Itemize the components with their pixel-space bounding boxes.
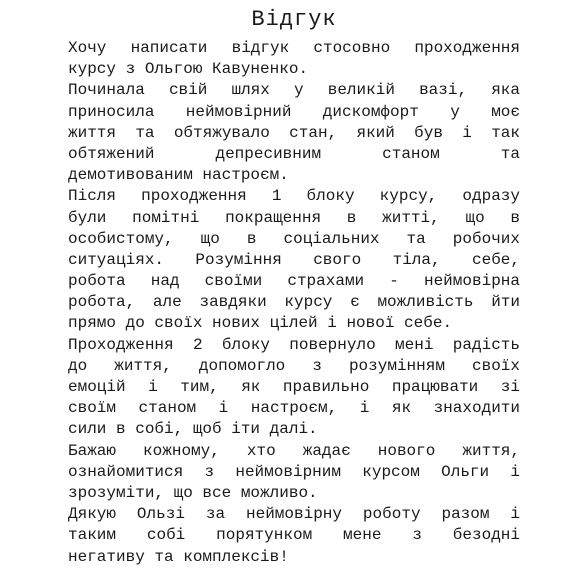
review-line: емоцій і тим, як правильно працювати зі — [68, 378, 520, 396]
review-line: робота над своїми страхами - неймовірна — [68, 272, 520, 291]
review-line: Хочу написати відгук стосовно проходження — [68, 39, 520, 57]
review-line: робота, але завдяки курсу є можливість йти — [68, 293, 520, 312]
review-line: особистому, що в соціальних та робочих — [68, 229, 520, 248]
review-line: своїм станом і настроєм, і як знаходити — [68, 399, 520, 418]
review-line: прямо до своїх нових цілей і нової себе. — [68, 314, 453, 333]
review-line: були помітні покращення в житті, що в — [68, 208, 520, 227]
review-line: обтяжений депресивним станом та — [68, 144, 520, 163]
review-line: зрозуміти, що все можливо. — [68, 483, 318, 502]
review-line: сили в собі, щоб іти далі. — [68, 420, 318, 439]
review-line: життя та обтяжувало стан, який був і так — [68, 123, 520, 142]
review-line: демотивованим настроєм. — [68, 166, 289, 185]
page-title: Відгук — [251, 7, 337, 32]
review-body — [68, 38, 520, 568]
review-line: ситуаціях. Розуміння свого тіла, себе, — [68, 250, 520, 269]
review-line: таким собі порятунком мене з безодні — [68, 526, 520, 545]
review-line: приносила неймовірний дискомфорт у моє — [68, 102, 520, 121]
review-line: Проходження 2 блоку повернуло мені радість — [68, 335, 520, 354]
review-line: Після проходження 1 блоку курсу, одразу — [68, 187, 520, 206]
review-line: курсу з Ольгою Кавуненко. — [68, 60, 309, 79]
review-line: Починала свій шлях у великій вазі, яка — [68, 81, 520, 100]
review-line: Дякую Ользі за неймовірну роботу разом і — [68, 505, 520, 524]
review-line: негативу та комплексів! — [68, 547, 289, 566]
review-line: Бажаю кожному, хто жадає нового життя, — [68, 441, 520, 460]
review-line: ознайомитися з неймовірним курсом Ольги і — [68, 462, 520, 481]
review-line: до життя, допомогло з розумінням своїх — [68, 356, 520, 375]
